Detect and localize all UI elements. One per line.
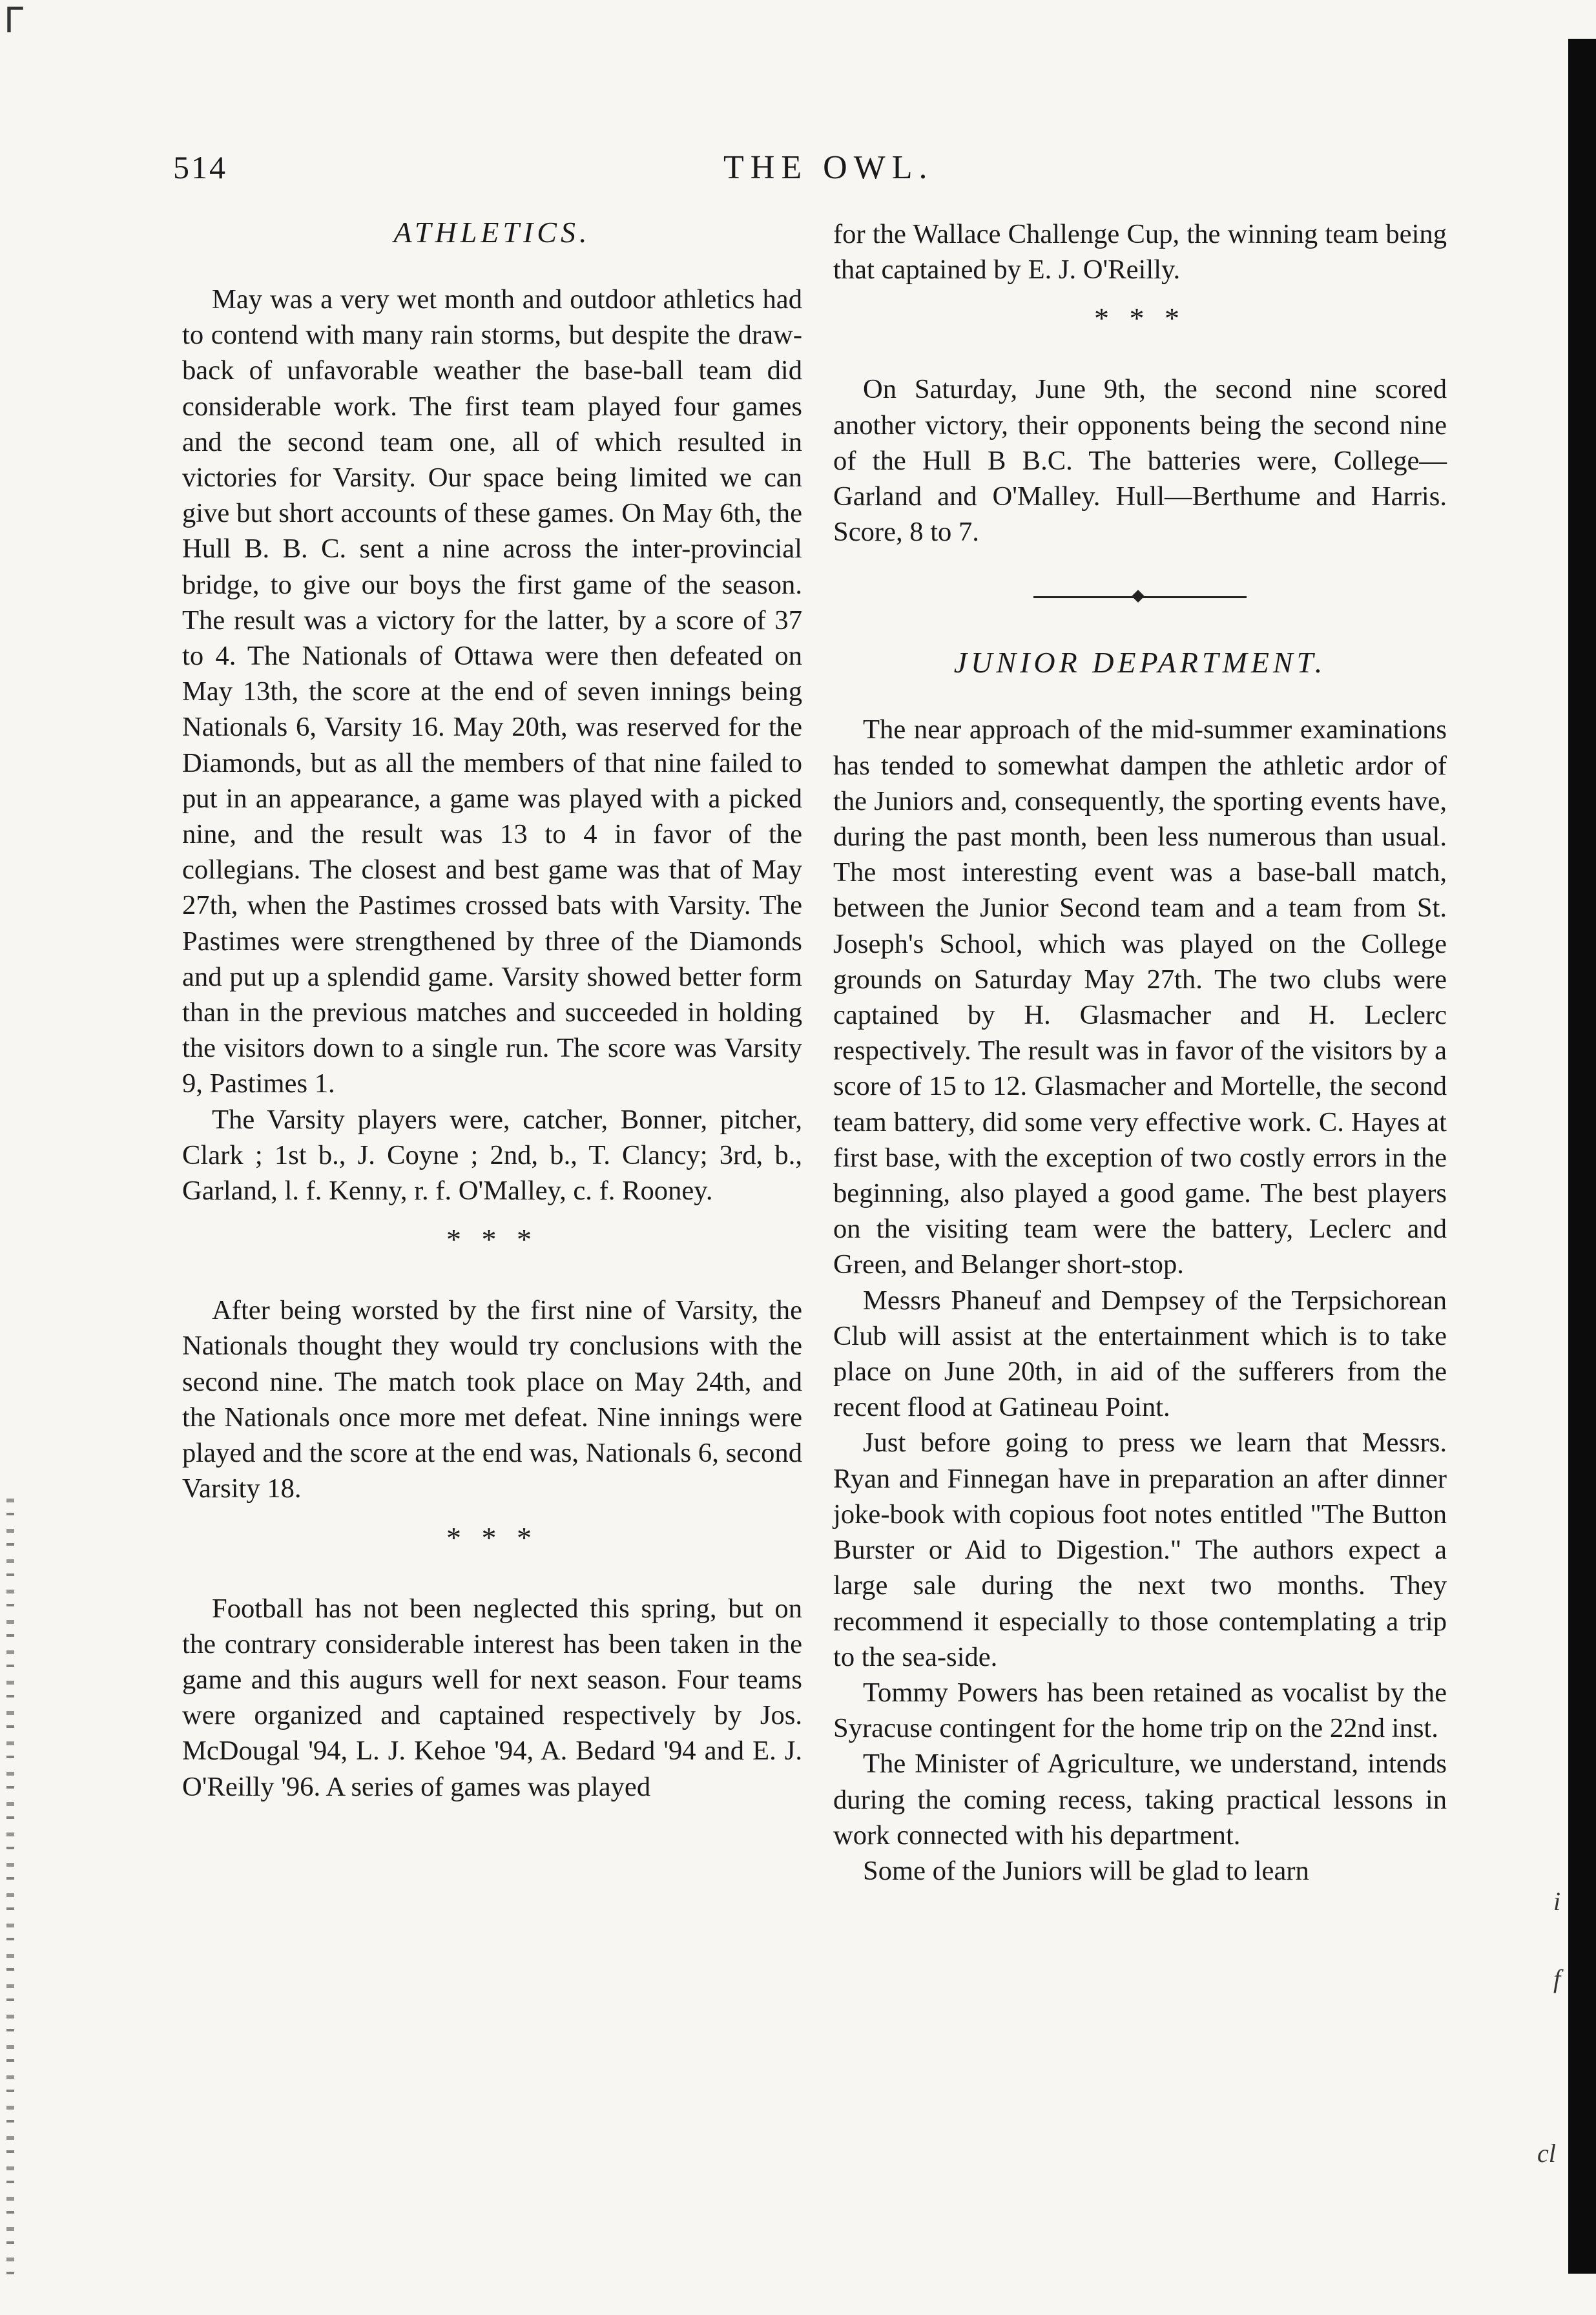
junior-paragraph-3: Just before going to press we learn that Messrs. Ryan and Finnegan have in preparation an after dinner joke-book with copious foot notes entitled "The Button Burster or Aid to Digestion." The authors expect a large sale during the next two months. They recommend it especially to those contemplating a trip to the sea-side.	[833, 1427, 1447, 1672]
athletics-paragraph-4: Football has not been neglected this spring, but on the contrary considerable interest has been taken in the game and this augurs well for next season. Four teams were organized and captained respectively by Jos. McDougal '94, L. J. Kehoe '94, A. Bedard '94 and E. J. O'Reilly '96. A series of games was played	[182, 1593, 802, 1802]
athletics-paragraph-6: On Saturday, June 9th, the second nine scored another victory, their opponents being the second nine of the Hull B B.C. The batteries were, College—Garland and O'Malley. Hull—Berthume and Harris. Score, 8 to 7.	[833, 374, 1447, 548]
junior-department-heading: JUNIOR DEPARTMENT.	[953, 646, 1327, 680]
section-divider-rule	[1033, 596, 1247, 598]
asterism-separator-1: * * *	[446, 1223, 538, 1256]
margin-mark-1: i	[1553, 1887, 1561, 1916]
page-header	[155, 149, 1511, 207]
margin-mark-3: cl	[1537, 2139, 1556, 2168]
binding-spine-shadow	[1568, 39, 1596, 2274]
junior-paragraph-2: Messrs Phaneuf and Dempsey of the Terpsichorean Club will assist at the entertainment which is to take place on June 20th, in aid of the sufferers from the recent flood at Gatineau Point.	[833, 1285, 1447, 1423]
margin-mark-2: f	[1553, 1964, 1561, 1993]
junior-paragraph-1: The near approach of the mid-summer examinations has tended to somewhat dampen the athletic ardor of the Juniors and, consequently, the sporting events have, during the past month, been less numerous than usual. The most interesting event was a base-ball match, between the Junior Second team and a team from St. Joseph's School, which was played on the College grounds on Saturday May 27th. The two clubs were captained by H. Glasmacher and H. Leclerc respectively. The result was in favor of the visitors by a score of 15 to 12. Glasmacher and Mortelle, the second team battery, did some very effective work. C. Hayes at first base, with the exception of two costly errors in the beginning, also played a good game. The best players on the visiting team were the battery, Leclerc and Green, and Belanger short-stop.	[833, 714, 1447, 1280]
page-number: 514	[173, 149, 227, 185]
athletics-heading: ATHLETICS.	[393, 216, 591, 249]
junior-paragraph-4: Tommy Powers has been retained as vocalist by the Syracuse contingent for the home trip on the 22nd inst.	[833, 1677, 1447, 1744]
junior-paragraph-6: Some of the Juniors will be glad to learn	[863, 1855, 1309, 1886]
right-column	[833, 216, 1447, 1889]
running-title: THE OWL.	[723, 149, 934, 186]
asterism-separator-2: * * *	[446, 1521, 538, 1554]
left-edge-scan-marks	[6, 1499, 14, 2287]
athletics-paragraph-1: May was a very wet month and outdoor athletics had to contend with many rain storms, but despite the draw-back of unfavorable weather the base-ball team did considerable work. The first team played four games and the second team one, all of which resulted in victories for Varsity. Our space being limited we can give but short accounts of these games. On May 6th, the Hull B. B. C. sent a nine across the inter-provincial bridge, to give our boys the first game of the season. The result was a victory for the latter, by a score of 37 to 4. The Nationals of Ottawa were then defeated on May 13th, the score at the end of seven innings being Nationals 6, Varsity 16. May 20th, was reserved for the Diamonds, but as all the members of that nine failed to put in an appearance, a game was played with a picked nine, and the result was 13 to 4 in favor of the collegians. The closest and best game was that of May 27th, when the Pastimes crossed bats with Varsity. The Pastimes were strengthened by three of the Diamonds and put up a splendid game. Varsity showed better form than in the previous matches and succeeded in holding the visitors down to a single run. The score was Varsity 9, Pastimes 1.	[182, 284, 802, 1099]
junior-paragraph-5: The Minister of Agriculture, we understand, intends during the coming recess, taking practical lessons in work connected with his department.	[833, 1749, 1447, 1851]
athletics-paragraph-3: After being worsted by the first nine of Varsity, the Nationals thought they would try conclusions with the second nine. The match took place on May 24th, and the Nationals once more met defeat. Nine innings were played and the score at the end was, Nationals 6, second Varsity 18.	[182, 1295, 802, 1504]
left-column	[182, 213, 802, 1805]
corner-scan-mark: ᒥ	[4, 1, 24, 40]
asterism-separator-3: * * *	[1094, 302, 1186, 335]
athletics-paragraph-5: for the Wallace Challenge Cup, the winning team being that captained by E. J. O'Reilly.	[833, 219, 1447, 285]
athletics-paragraph-2: The Varsity players were, catcher, Bonner, pitcher, Clark ; 1st b., J. Coyne ; 2nd, b., T. Clancy; 3rd, b., Garland, l. f. Kenny, r. f. O'Malley, c. f. Rooney.	[182, 1104, 802, 1207]
